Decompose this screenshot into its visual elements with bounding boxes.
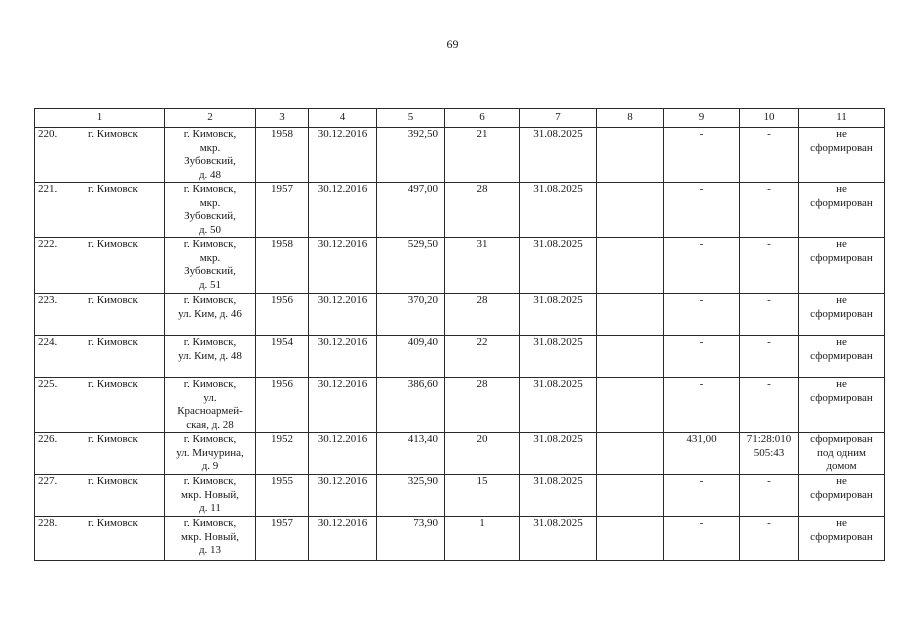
data-table [34,108,885,561]
table-row [35,238,885,294]
address-line: д. 13 [198,544,222,556]
page-number: 69 [446,37,459,51]
cell-year: 1957 [256,183,309,238]
status-line: под одним [817,446,866,459]
address-line: Зубовский, [184,155,236,167]
cell-col-9: - [664,183,740,238]
cell-col-9: - [664,294,740,336]
status-line: сформирован [810,349,873,362]
cell-date-2: 31.08.2025 [520,336,597,378]
city-name: г. Кимовск [88,238,138,250]
cell-date-2: 31.08.2025 [520,517,597,561]
cell-status [799,475,885,517]
address-line: ул. [203,391,217,404]
city-name: г. Кимовск [88,378,138,390]
cell-col-10: - [740,294,799,336]
address-line: г. Кимовск, [183,183,237,195]
row-number: 228. [38,517,58,529]
cell-date-1: 30.12.2016 [309,128,377,183]
status-line: сформирован [810,488,873,501]
cell-address [165,183,256,238]
cell-number-city [35,294,165,336]
row-number: 225. [38,378,58,390]
cell-col-10: - [740,517,799,561]
cell-address [165,433,256,475]
column-header: 11 [799,109,885,128]
cell-year: 1957 [256,517,309,561]
cell-col-10: - [740,336,799,378]
status-line: не [836,183,847,195]
table-row [35,517,885,561]
column-header: 1 [35,109,165,128]
column-header: 4 [309,109,377,128]
address-line: ская, д. 28 [186,418,234,431]
column-header: 9 [664,109,740,128]
cell-col-8 [597,336,664,378]
cell-area: 409,40 [377,336,445,378]
status-line: сформирован [810,251,873,264]
column-header: 8 [597,109,664,128]
cell-address [165,128,256,183]
column-header: 10 [740,109,799,128]
cell-number-city [35,183,165,238]
cell-count: 22 [445,336,520,378]
cell-col-8 [597,475,664,517]
cell-status [799,378,885,433]
cell-address [165,517,256,561]
cell-number-city [35,433,165,475]
address-line: мкр. [199,251,221,264]
row-number: 222. [38,238,58,250]
column-header: 5 [377,109,445,128]
cell-date-1: 30.12.2016 [309,183,377,238]
cell-number-city [35,475,165,517]
city-name: г. Кимовск [88,433,138,445]
cell-status [799,294,885,336]
cell-count: 1 [445,517,520,561]
table-row [35,433,885,475]
city-name: г. Кимовск [88,336,138,348]
cell-number-city [35,378,165,433]
cell-date-1: 30.12.2016 [309,433,377,475]
address-line: д. 9 [201,460,219,472]
table-row [35,378,885,433]
cell-col-9: 431,00 [664,433,740,475]
cell-count: 28 [445,294,520,336]
address-line: ул. Мичурина, [176,446,244,459]
cell-date-1: 30.12.2016 [309,294,377,336]
cell-col-10: - [740,238,799,294]
column-header: 6 [445,109,520,128]
cell-status [799,183,885,238]
row-number: 226. [38,433,58,445]
cell-address [165,378,256,433]
cell-col-10: - [740,183,799,238]
cell-count: 15 [445,475,520,517]
address-line: г. Кимовск, [183,336,237,348]
cell-year: 1958 [256,238,309,294]
cell-address [165,475,256,517]
table-header-row [35,109,885,128]
cell-date-1: 30.12.2016 [309,378,377,433]
status-line: сформирован [810,530,873,543]
cell-status [799,238,885,294]
cell-date-1: 30.12.2016 [309,238,377,294]
address-line: г. Кимовск, [183,294,237,306]
cell-number-city [35,238,165,294]
cell-col-8 [597,128,664,183]
cell-col-9: - [664,336,740,378]
cell-col-9: - [664,128,740,183]
cell-date-2: 31.08.2025 [520,294,597,336]
address-line: д. 11 [199,502,221,514]
address-line: д. 50 [198,223,222,236]
city-name: г. Кимовск [88,183,138,195]
cell-count: 21 [445,128,520,183]
address-line: г. Кимовск, [183,517,237,529]
cell-col-8 [597,517,664,561]
cell-year: 1955 [256,475,309,517]
city-name: г. Кимовск [88,294,138,306]
cell-col-8 [597,378,664,433]
city-name: г. Кимовск [88,128,138,140]
address-line: Красноармей- [177,405,243,417]
table-row [35,128,885,183]
column-header: 2 [165,109,256,128]
cell-col-8 [597,238,664,294]
address-line: мкр. Новый, [181,488,239,501]
status-line: домом [826,460,857,472]
cell-area: 386,60 [377,378,445,433]
cell-area: 370,20 [377,294,445,336]
table-row [35,475,885,517]
address-line: ул. Ким, д. 46 [178,307,242,320]
cell-year: 1956 [256,294,309,336]
cell-area: 529,50 [377,238,445,294]
cell-status [799,336,885,378]
cell-area: 497,00 [377,183,445,238]
status-line: не [836,336,847,348]
cell-number-city [35,517,165,561]
cell-date-2: 31.08.2025 [520,128,597,183]
cell-count: 20 [445,433,520,475]
address-line: д. 51 [198,278,222,291]
row-number: 227. [38,475,58,487]
row-number: 224. [38,336,58,348]
address-line: г. Кимовск, [183,238,237,250]
cell-col-10: 71:28:010 505:43 [740,433,799,475]
cell-date-2: 31.08.2025 [520,433,597,475]
cell-address [165,294,256,336]
cell-status [799,433,885,475]
address-line: Зубовский, [184,265,236,277]
status-line: не [836,517,847,529]
address-line: Зубовский, [184,210,236,222]
cell-col-9: - [664,517,740,561]
cell-col-8 [597,183,664,238]
cell-number-city [35,336,165,378]
cell-address [165,336,256,378]
cell-date-1: 30.12.2016 [309,475,377,517]
cell-col-8 [597,294,664,336]
city-name: г. Кимовск [88,475,138,487]
cell-number-city [35,128,165,183]
row-number: 223. [38,294,58,306]
address-line: г. Кимовск, [183,128,237,140]
cell-year: 1958 [256,128,309,183]
address-line: д. 48 [198,168,222,181]
address-line: мкр. Новый, [181,530,239,543]
address-line: мкр. [199,196,221,209]
status-line: сформирован [810,196,873,209]
status-line: сформирован [810,433,873,445]
cell-col-10: - [740,378,799,433]
address-line: г. Кимовск, [183,475,237,487]
cell-date-2: 31.08.2025 [520,238,597,294]
cell-date-2: 31.08.2025 [520,475,597,517]
cell-date-2: 31.08.2025 [520,183,597,238]
address-line: мкр. [199,141,221,154]
row-number: 221. [38,183,58,195]
cell-col-8 [597,433,664,475]
table-row [35,336,885,378]
status-line: не [836,294,847,306]
status-line: не [836,238,847,250]
cell-year: 1952 [256,433,309,475]
cell-area: 325,90 [377,475,445,517]
cell-col-9: - [664,475,740,517]
status-line: сформирован [810,141,873,154]
row-number: 220. [38,128,58,140]
column-header: 3 [256,109,309,128]
cell-address [165,238,256,294]
cell-count: 28 [445,378,520,433]
status-line: не [836,378,847,390]
cell-year: 1956 [256,378,309,433]
cell-col-10: - [740,128,799,183]
cell-year: 1954 [256,336,309,378]
address-line: ул. Ким, д. 48 [178,349,242,362]
status-line: сформирован [810,307,873,320]
table-row [35,183,885,238]
status-line: сформирован [810,391,873,404]
table-row [35,294,885,336]
cell-col-9: - [664,238,740,294]
cell-area: 392,50 [377,128,445,183]
address-line: г. Кимовск, [183,378,237,390]
cell-status [799,128,885,183]
cell-date-1: 30.12.2016 [309,336,377,378]
cell-col-10: - [740,475,799,517]
cell-count: 28 [445,183,520,238]
status-line: не [836,128,847,140]
cell-date-1: 30.12.2016 [309,517,377,561]
cell-date-2: 31.08.2025 [520,378,597,433]
status-line: не [836,475,847,487]
cell-status [799,517,885,561]
cell-area: 73,90 [377,517,445,561]
address-line: г. Кимовск, [183,433,237,445]
cell-count: 31 [445,238,520,294]
cell-area: 413,40 [377,433,445,475]
city-name: г. Кимовск [88,517,138,529]
cell-col-9: - [664,378,740,433]
column-header: 7 [520,109,597,128]
